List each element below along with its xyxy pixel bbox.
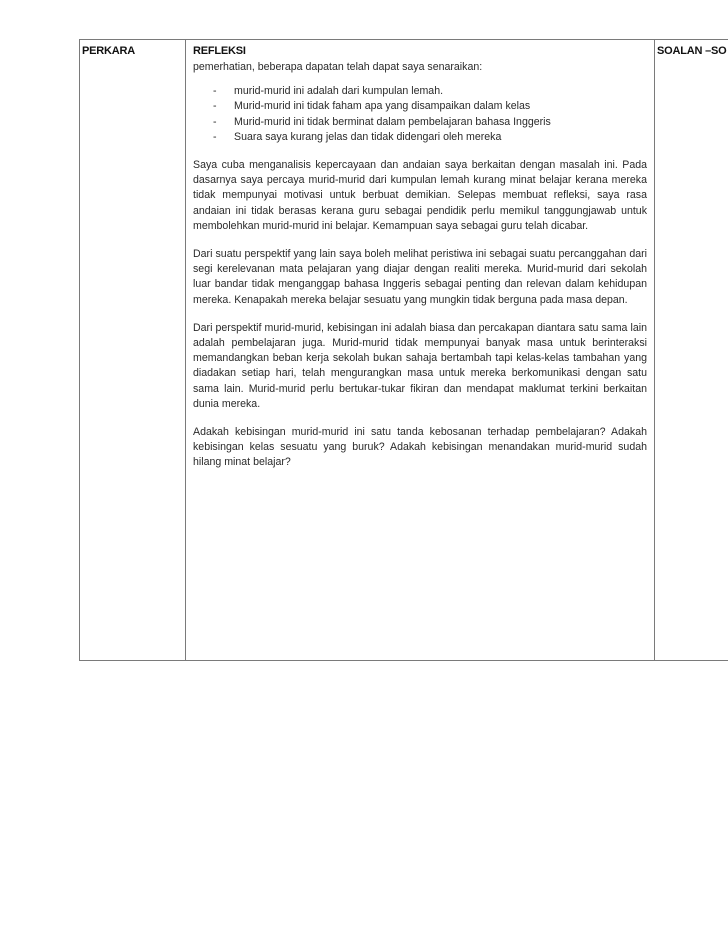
column-divider-1 — [185, 40, 186, 660]
header-perkara: PERKARA — [82, 45, 135, 57]
finding-item — [213, 130, 647, 145]
bullet-dash: - — [213, 85, 217, 98]
reflection-cell — [193, 60, 647, 471]
findings-list — [193, 84, 647, 145]
reflection-table — [79, 39, 728, 661]
reflection-paragraph: Dari perspektif murid-murid, kebisingan ini adalah biasa dan percakapan diantara satu sama lain adalah pembelajaran juga. Murid-murid tidak mempunyai banyak masa untuk berinteraksi memandangkan beban kerja sekolah bukan sahaja bertambah tapi kelas-kelas tambahan yang diadakan setiap hari, telah mengurangkan masa untuk mereka berkomunikasi dengan satu sama lain. Murid-murid perlu bertukar-tukar fikiran dan mendapat maklumat terkini berkaitan dunia mereka. — [193, 321, 647, 410]
finding-text: Murid-murid ini tidak faham apa yang disampaikan dalam kelas — [234, 100, 531, 113]
column-divider-2 — [654, 40, 655, 660]
header-soalan: SOALAN –SO — [657, 45, 727, 57]
reflection-paragraph: Adakah kebisingan murid-murid ini satu tanda kebosanan terhadap pembelajaran? Adakah kebisingan kelas sesuatu yang buruk? Adakah kebisingan menandakan murid-murid sudah hilang minat belajar? — [193, 426, 647, 469]
finding-text: Suara saya kurang jelas dan tidak didengari oleh mereka — [234, 130, 502, 143]
finding-item — [213, 99, 647, 114]
finding-item — [213, 84, 647, 99]
finding-text: Murid-murid ini tidak berminat dalam pembelajaran bahasa Inggeris — [234, 115, 551, 128]
reflection-paragraph: Dari suatu perspektif yang lain saya boleh melihat peristiwa ini sebagai suatu percanggahan dari segi kerelevanan mata pelajaran yang diajar dengan realiti mereka. Murid-murid dari sekolah luar bandar tidak menganggap bahasa Inggeris sebagai penting dan relevan dalam kehidupan mereka. Kenapakah mereka belajar sesuatu yang mungkin tidak berguna pada masa depan. — [193, 248, 647, 306]
bullet-dash: - — [213, 130, 217, 143]
bullet-dash: - — [213, 115, 217, 128]
bullet-dash: - — [213, 100, 217, 113]
finding-text: murid-murid ini adalah dari kumpulan lemah. — [234, 85, 444, 98]
header-refleksi: REFLEKSI — [193, 45, 246, 57]
finding-item — [213, 115, 647, 130]
reflection-paragraph: Saya cuba menganalisis kepercayaan dan andaian saya berkaitan dengan masalah ini. Pada dasarnya saya percaya murid-murid dari kumpulan lemah kurang minat belajar kerana mereka tidak mempunyai motivasi untuk berbuat demikian. Selepas membuat refleksi, saya rasa andaian ini tidak berasas kerana guru sebagai pendidik perlu memikul tanggungjawab untuk membolehkan murid-murid ini belajar. Kemampuan saya sebagai guru telah dicabar. — [193, 159, 647, 232]
reflection-intro: pemerhatian, beberapa dapatan telah dapat saya senaraikan: — [193, 61, 483, 73]
